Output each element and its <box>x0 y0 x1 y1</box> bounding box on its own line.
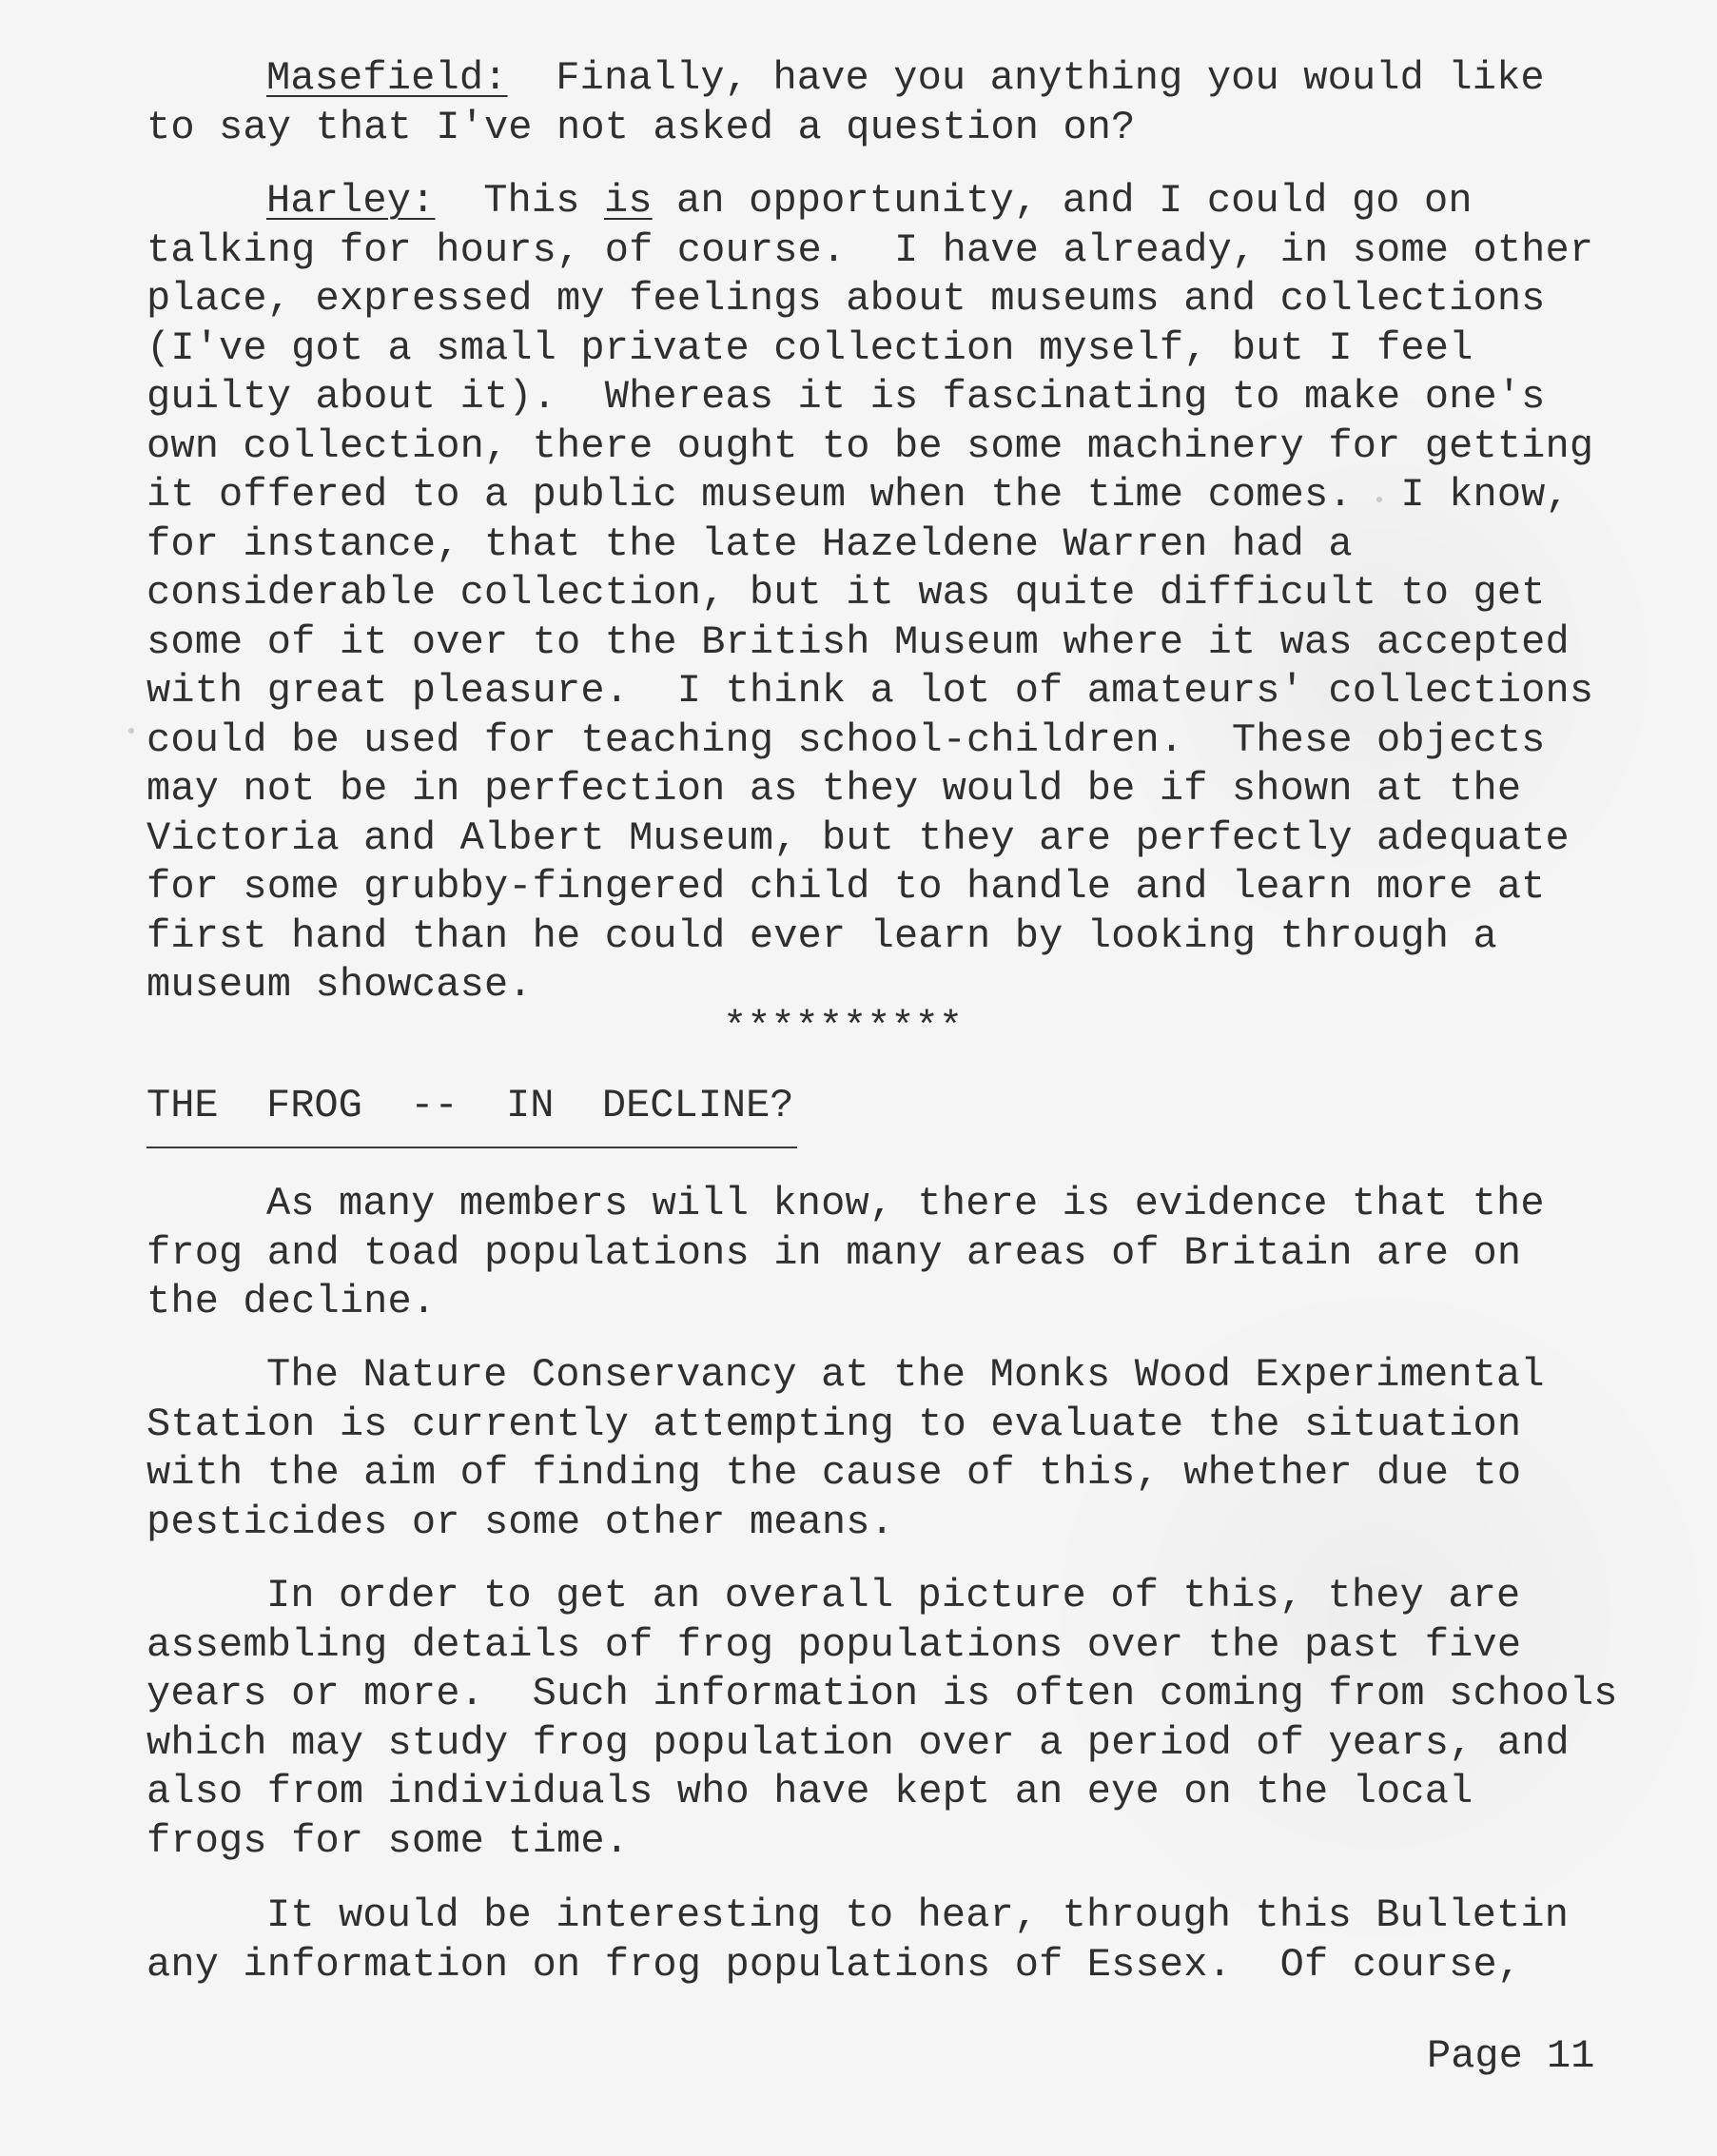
harley-emphasis: is <box>603 178 653 224</box>
harley-line-1 <box>146 177 1630 226</box>
decline-intro-line-1: As many members will know, there is evidence that the <box>266 1181 1545 1226</box>
page-number: Page 11 <box>1427 2033 1595 2079</box>
harley-line-4: (I've got a small private collection myself, but I feel <box>146 324 1473 371</box>
section-heading: THE FROG -- IN DECLINE? <box>146 1083 794 1128</box>
paragraph-decline-intro <box>146 1180 1630 1327</box>
section-heading-underline <box>146 1147 797 1148</box>
population-details-line-2: assembling details of frog populations over the past five <box>146 1621 1522 1668</box>
masefield-speaker: Masefield: <box>266 55 508 101</box>
paragraph-nature-conservancy <box>146 1351 1630 1547</box>
scan-speck <box>1376 497 1382 502</box>
population-details-line-3: years or more. Such information is often coming from schools <box>146 1671 1618 1716</box>
harley-line-15: for some grubby-fingered child to handle and learn more at <box>146 864 1546 910</box>
harley-line-10: some of it over to the British Museum where it was accepted <box>146 618 1570 665</box>
harley-speaker: Harley: <box>266 178 436 224</box>
harley-line-7: it offered to a public museum when the time comes. I know, <box>146 472 1570 518</box>
paragraph-bulletin-request <box>146 1891 1630 1989</box>
harley-line-1-part-b: an opportunity, and I could go on <box>652 178 1473 224</box>
harley-line-6: own collection, there ought to be some machinery for getting <box>146 422 1594 469</box>
paragraph-masefield <box>146 54 1630 152</box>
paragraph-harley <box>146 177 1630 1010</box>
population-details-line-6: frogs for some time. <box>146 1817 630 1864</box>
population-details-line-1: In order to get an overall picture of this, they are <box>266 1573 1521 1618</box>
harley-line-1-part-a: This <box>435 178 604 224</box>
masefield-line-2: to say that I've not asked a question on? <box>146 104 1136 150</box>
masefield-line-1-text: Finally, have you anything you would like <box>507 55 1545 101</box>
section-divider-stars: ********** <box>723 1005 964 1050</box>
harley-line-13: may not be in perfection as they would be if shown at the <box>146 766 1522 812</box>
decline-intro-line-2: frog and toad populations in many areas of Britain are on <box>146 1229 1522 1276</box>
harley-line-8: for instance, that the late Hazeldene Warren had a <box>146 520 1353 567</box>
harley-line-17: museum showcase. <box>146 962 533 1008</box>
population-details-line-5: also from individuals who have kept an eye on the local <box>146 1769 1473 1814</box>
harley-line-12: could be used for teaching school-children. These objects <box>146 716 1546 763</box>
nature-conservancy-line-3: with the aim of finding the cause of this, whether due to <box>146 1450 1522 1496</box>
nature-conservancy-line-1: The Nature Conservancy at the Monks Wood Experimental <box>266 1352 1545 1398</box>
masefield-line-1 <box>146 54 1630 104</box>
decline-intro-line-3: the decline. <box>146 1279 437 1324</box>
paragraph-population-details <box>146 1572 1630 1866</box>
harley-line-2: talking for hours, of course. I have already, in some other <box>146 226 1594 273</box>
population-details-line-4: which may study frog population over a period of years, and <box>146 1719 1570 1766</box>
harley-line-14: Victoria and Albert Museum, but they are perfectly adequate <box>146 814 1570 861</box>
harley-line-3: place, expressed my feelings about museums and collections <box>146 276 1546 322</box>
harley-line-9: considerable collection, but it was quite difficult to get <box>146 570 1546 616</box>
harley-line-5: guilty about it). Whereas it is fascinating to make one's <box>146 374 1546 420</box>
nature-conservancy-line-2: Station is currently attempting to evaluate the situation <box>146 1401 1522 1447</box>
scan-speck <box>128 728 134 734</box>
harley-line-11: with great pleasure. I think a lot of amateurs' collections <box>146 668 1594 714</box>
nature-conservancy-line-4: pesticides or some other means. <box>146 1499 894 1545</box>
harley-line-16: first hand than he could ever learn by looking through a <box>146 912 1497 959</box>
bulletin-request-line-2: any information on frog populations of Essex. Of course, <box>146 1941 1522 1988</box>
bulletin-request-line-1: It would be interesting to hear, through this Bulletin <box>266 1892 1570 1938</box>
